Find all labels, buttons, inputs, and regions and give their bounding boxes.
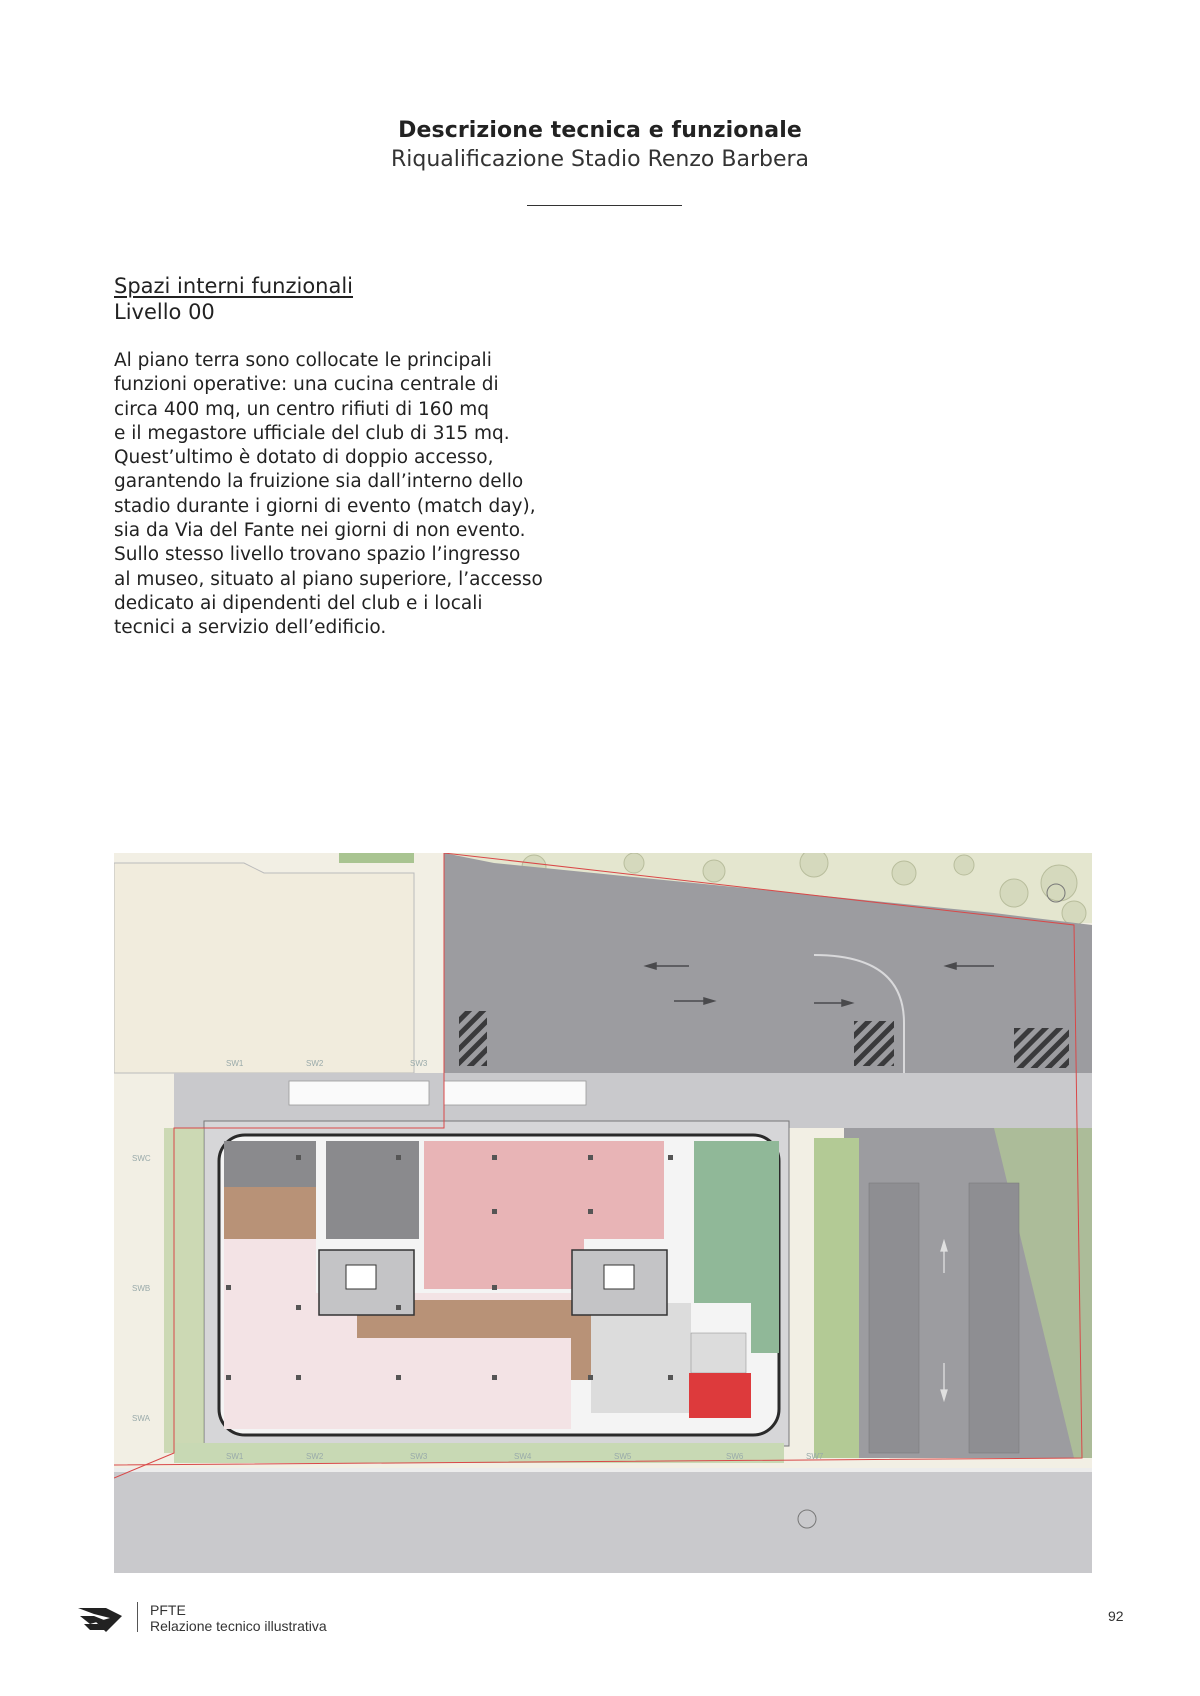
sw-label: SW4 <box>514 1452 532 1461</box>
room-kitchen <box>424 1141 584 1239</box>
body-line: Al piano terra sono collocate le principali <box>114 350 492 371</box>
bus-bay <box>289 1081 429 1105</box>
sw-label: SW1 <box>226 1452 244 1461</box>
eagle-logo-icon <box>76 1600 124 1639</box>
hatch-zone <box>1014 1028 1069 1068</box>
green-strip <box>814 1138 859 1458</box>
body-line: e il megastore ufficiale del club di 315 mq. <box>114 422 510 444</box>
sw-label: SW6 <box>726 1452 744 1461</box>
body-line: dedicato ai dipendenti del club e i locali <box>114 592 483 614</box>
body-paragraph <box>114 349 594 641</box>
green-strip-icon <box>339 853 414 863</box>
sw-label: SW5 <box>614 1452 632 1461</box>
lift-icon <box>604 1265 634 1289</box>
footer-text <box>150 1602 327 1634</box>
sw-label: SWC <box>132 1154 151 1163</box>
hatch-zone <box>854 1021 894 1066</box>
sw-label: SW1 <box>226 1059 244 1068</box>
room-museum <box>694 1141 779 1303</box>
room-service <box>591 1303 691 1413</box>
room-megastore <box>224 1239 316 1429</box>
parking-row <box>969 1183 1019 1453</box>
footer-line-2: Relazione tecnico illustrativa <box>150 1618 327 1634</box>
room-storage <box>224 1187 316 1239</box>
room-kitchen <box>424 1239 584 1289</box>
sw-label: SW7 <box>806 1452 824 1461</box>
floor-plan-image <box>114 853 1092 1573</box>
level-heading: Livello 00 <box>114 300 215 324</box>
sw-label: SWB <box>132 1284 151 1293</box>
page-number: 92 <box>1108 1608 1124 1624</box>
lot-area <box>114 863 414 1073</box>
body-line: Sullo stesso livello trovano spazio l’ingresso <box>114 544 521 566</box>
page-title: Descrizione tecnica e funzionale <box>398 118 802 143</box>
sw-label: SW3 <box>410 1452 428 1461</box>
sw-label: SW3 <box>410 1059 428 1068</box>
room-technical <box>224 1141 316 1187</box>
body-line: circa 400 mq, un centro rifiuti di 160 mq <box>114 398 489 420</box>
body-line: funzioni operative: una cucina centrale di <box>114 374 499 396</box>
body-line: Quest’ultimo è dotato di doppio accesso, <box>114 447 494 469</box>
room-service <box>691 1333 746 1373</box>
page-header <box>0 118 1200 172</box>
body-line: al museo, situato al piano superiore, l’accesso <box>114 568 543 590</box>
sw-label: SW2 <box>306 1059 324 1068</box>
room-electrical <box>689 1373 751 1418</box>
section-heading: Spazi interni funzionali <box>114 274 354 298</box>
footer-line-1: PFTE <box>150 1602 186 1618</box>
body-line: stadio durante i giorni di evento (match day), <box>114 495 536 517</box>
hatch-zone <box>459 1011 487 1066</box>
title-divider <box>527 205 682 206</box>
room-kitchen <box>584 1141 664 1239</box>
body-line: tecnici a servizio dell’edificio. <box>114 617 387 639</box>
body-line: sia da Via del Fante nei giorni di non evento. <box>114 520 526 542</box>
sidewalk-line <box>114 1468 1092 1472</box>
section-heading-block <box>114 274 353 324</box>
footer-divider <box>137 1602 138 1632</box>
via-del-fante-road <box>114 1468 1092 1573</box>
sw-label: SW2 <box>306 1452 324 1461</box>
page-subtitle: Riqualificazione Stadio Renzo Barbera <box>390 147 810 172</box>
green-strip <box>164 1128 204 1453</box>
room-museum <box>751 1303 779 1353</box>
room-waste-centre <box>326 1141 419 1239</box>
body-line: garantendo la fruizione sia dall’interno dello <box>114 471 524 493</box>
sw-label: SWA <box>132 1414 150 1423</box>
bus-bay <box>444 1081 586 1105</box>
parking-row <box>869 1183 919 1453</box>
floor-plan-drawing <box>114 853 1092 1573</box>
green-strip <box>174 1443 784 1463</box>
lift-icon <box>346 1265 376 1289</box>
